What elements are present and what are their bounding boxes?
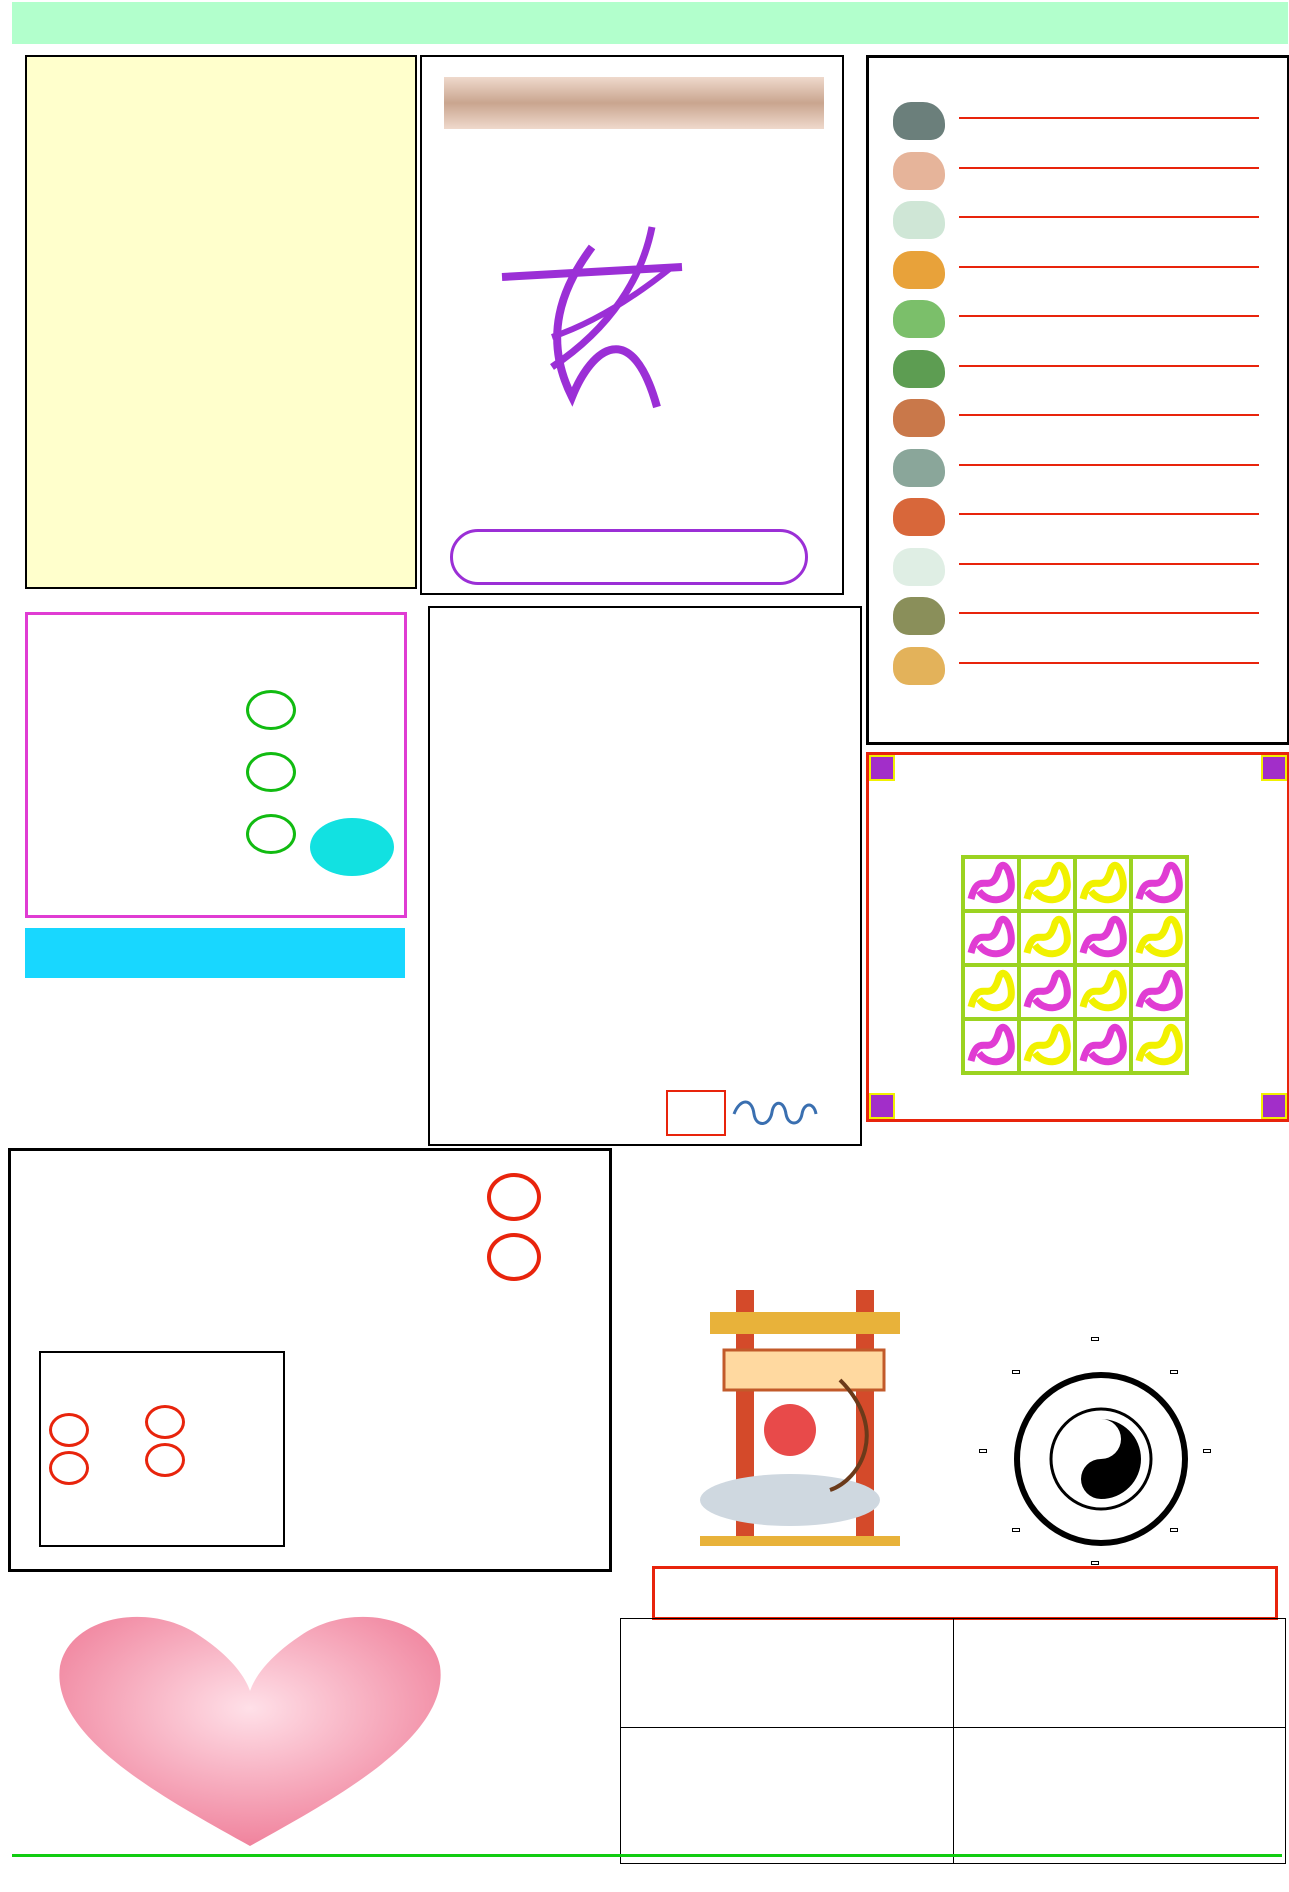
dragon-icon — [893, 300, 945, 338]
sister-num-1 — [145, 1405, 185, 1439]
footer-rule — [12, 1854, 1282, 1857]
poem-box — [25, 55, 417, 589]
zodiac-row — [879, 443, 1279, 492]
poem-char — [223, 282, 301, 342]
bagua-direction — [1203, 1449, 1211, 1453]
pig-icon — [893, 152, 945, 190]
poem-char — [301, 402, 379, 462]
special-num-1 — [49, 1413, 89, 1447]
bagua-direction — [979, 1449, 987, 1453]
poem-char — [67, 222, 145, 282]
zodiac-weekly-box — [866, 55, 1289, 745]
heart-shape — [40, 1596, 460, 1856]
zodiac-row — [879, 641, 1279, 690]
puzzle-piece — [1075, 911, 1131, 965]
poem-char — [67, 522, 145, 582]
poem-grid — [67, 222, 379, 642]
poem-char — [145, 342, 223, 402]
special-num-2 — [49, 1451, 89, 1485]
poem-char — [301, 282, 379, 342]
ring-num-2 — [487, 1233, 541, 1281]
zodiac-row — [879, 146, 1279, 195]
zodiac-row — [879, 393, 1279, 442]
bagua-direction — [1170, 1370, 1178, 1374]
snake-icon — [893, 350, 945, 388]
poem-char — [145, 402, 223, 462]
zodiac-fortune — [959, 560, 1259, 565]
poem-char — [301, 342, 379, 402]
poem-char — [145, 522, 223, 582]
puzzle-piece — [1019, 911, 1075, 965]
poem-char — [223, 462, 301, 522]
ball-2 — [246, 752, 296, 792]
corner-square — [1261, 755, 1287, 781]
zeng-box — [420, 55, 844, 595]
puzzle-piece — [1131, 1019, 1187, 1073]
puzzle-piece — [963, 1019, 1019, 1073]
bagua-direction — [1012, 1528, 1020, 1532]
puzzle-piece — [1019, 1019, 1075, 1073]
puzzle-piece — [1131, 857, 1187, 911]
zodiac-row — [879, 591, 1279, 640]
monkey-icon — [893, 597, 945, 635]
goat-icon — [893, 548, 945, 586]
corner-square — [869, 755, 895, 781]
corner-square — [1261, 1093, 1287, 1119]
poem-char — [223, 342, 301, 402]
puzzle-grid — [961, 855, 1189, 1075]
zodiac-row — [879, 96, 1279, 145]
poem-char — [223, 222, 301, 282]
forum-divider-v — [953, 1619, 954, 1863]
forum-divider-h — [621, 1727, 1285, 1728]
zeng-caption — [450, 529, 808, 585]
puzzle-piece — [963, 857, 1019, 911]
god-of-wealth-rider-illustration — [680, 1290, 900, 1550]
poem-char — [67, 282, 145, 342]
zodiac-fortune — [959, 461, 1259, 466]
notice-box — [428, 606, 862, 1146]
trend-box — [8, 1148, 612, 1572]
puzzle-box — [866, 752, 1289, 1122]
zodiac-row — [879, 344, 1279, 393]
poem-char — [67, 342, 145, 402]
zodiac-fortune — [959, 411, 1259, 416]
zodiac-fortune — [959, 609, 1259, 614]
puzzle-piece — [1019, 965, 1075, 1019]
poem-char — [145, 462, 223, 522]
poem-char — [145, 222, 223, 282]
forum-title — [652, 1566, 1278, 1620]
zodiac-fortune — [959, 114, 1259, 119]
rabbit-icon — [893, 201, 945, 239]
zodiac-row — [879, 542, 1279, 591]
zodiac-fortune — [959, 659, 1259, 664]
poem-char — [67, 402, 145, 462]
zodiac-row — [879, 294, 1279, 343]
puzzle-piece — [1075, 965, 1131, 1019]
big-ball — [310, 818, 394, 876]
zeng-title — [444, 77, 824, 129]
poem-char — [301, 222, 379, 282]
poem-char — [67, 462, 145, 522]
tiger-icon — [893, 251, 945, 289]
signature — [730, 1096, 820, 1132]
horse-icon — [893, 399, 945, 437]
puzzle-piece — [963, 965, 1019, 1019]
zodiac-fortune — [959, 510, 1259, 515]
bagua-direction — [1012, 1370, 1020, 1374]
sister-num-2 — [145, 1443, 185, 1477]
bagua-direction — [1170, 1528, 1178, 1532]
bagua-direction — [1091, 1337, 1099, 1341]
poem-char — [145, 282, 223, 342]
poem-char — [223, 522, 301, 582]
masthead — [12, 2, 1288, 44]
zodiac-fortune — [959, 263, 1259, 268]
liuhe-title — [25, 928, 405, 978]
puzzle-piece — [1075, 857, 1131, 911]
xuan-glyph-drawing — [482, 207, 702, 427]
zodiac-fortune — [959, 312, 1259, 317]
forum-grid — [620, 1618, 1286, 1864]
puzzle-piece — [1131, 965, 1187, 1019]
ox-icon — [893, 102, 945, 140]
puzzle-piece — [1019, 857, 1075, 911]
rat-icon — [893, 449, 945, 487]
ring-num-1 — [487, 1173, 541, 1221]
ball-3 — [246, 814, 296, 854]
dog-icon — [893, 647, 945, 685]
zodiac-fortune — [959, 213, 1259, 218]
zodiac-row — [879, 245, 1279, 294]
puzzle-piece — [1131, 911, 1187, 965]
rooster-icon — [893, 498, 945, 536]
bagua-direction — [1091, 1561, 1099, 1565]
zodiac-row — [879, 492, 1279, 541]
poem-char — [301, 522, 379, 582]
poem-char — [223, 402, 301, 462]
zodiac-fortune — [959, 164, 1259, 169]
seal-stamp — [666, 1090, 726, 1136]
ball-1 — [246, 690, 296, 730]
puzzle-piece — [1075, 1019, 1131, 1073]
poem-char — [301, 462, 379, 522]
puzzle-piece — [963, 911, 1019, 965]
zodiac-row — [879, 195, 1279, 244]
zodiac-fortune — [959, 362, 1259, 367]
corner-square — [869, 1093, 895, 1119]
